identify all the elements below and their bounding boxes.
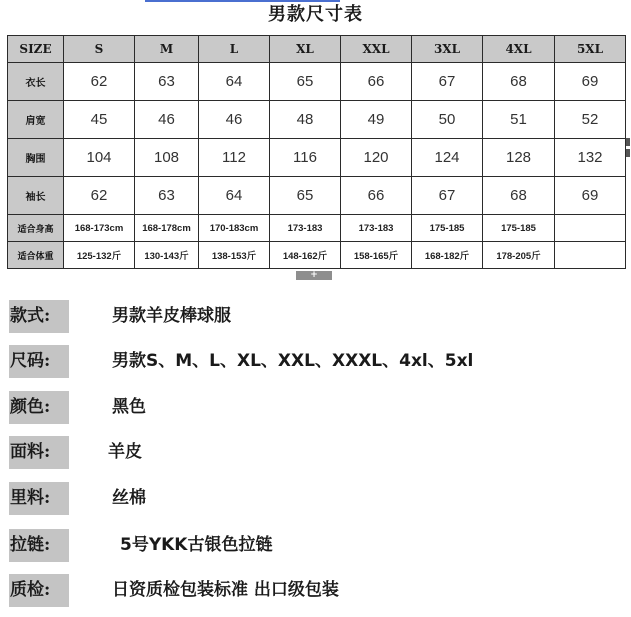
detail-label: 款式: bbox=[10, 306, 51, 326]
header-cell-4xl: 4XL bbox=[483, 36, 555, 63]
header-cell-5xl: 5XL bbox=[555, 36, 626, 63]
table-cell: 50 bbox=[412, 101, 483, 139]
detail-label-box bbox=[9, 436, 69, 469]
table-cell: 49 bbox=[341, 101, 412, 139]
table-cell: 148-162斤 bbox=[270, 242, 341, 269]
detail-row-style bbox=[0, 300, 631, 333]
table-cell: 138-153斤 bbox=[199, 242, 270, 269]
detail-row-color bbox=[0, 391, 631, 424]
detail-label-box bbox=[9, 391, 69, 424]
table-cell: 66 bbox=[341, 63, 412, 101]
scroll-grip-icon bbox=[626, 138, 630, 146]
table-cell: 168-178cm bbox=[135, 215, 199, 242]
header-cell-size: SIZE bbox=[8, 36, 64, 63]
table-cell: 158-165斤 bbox=[341, 242, 412, 269]
header-cell-s: S bbox=[64, 36, 135, 63]
row-label-chest: 胸围 bbox=[8, 139, 64, 177]
table-cell: 64 bbox=[199, 177, 270, 215]
detail-value: 羊皮 bbox=[108, 442, 142, 462]
row-label-height-fit: 适合身高 bbox=[8, 215, 64, 242]
scroll-handle[interactable] bbox=[626, 138, 631, 168]
table-cell: 178-205斤 bbox=[483, 242, 555, 269]
table-cell: 168-182斤 bbox=[412, 242, 483, 269]
table-cell: 69 bbox=[555, 177, 626, 215]
table-cell: 65 bbox=[270, 63, 341, 101]
header-cell-m: M bbox=[135, 36, 199, 63]
table-cell: 46 bbox=[199, 101, 270, 139]
detail-row-fabric bbox=[0, 436, 631, 469]
row-label-weight-fit: 适合体重 bbox=[8, 242, 64, 269]
table-cell: 173-183 bbox=[341, 215, 412, 242]
table-cell: 63 bbox=[135, 177, 199, 215]
table-cell: 68 bbox=[483, 177, 555, 215]
detail-label: 质检: bbox=[10, 580, 51, 600]
table-row bbox=[8, 63, 626, 101]
header-cell-3xl: 3XL bbox=[412, 36, 483, 63]
detail-value: 丝棉 bbox=[112, 488, 146, 508]
table-cell: 112 bbox=[199, 139, 270, 177]
row-label-length: 衣长 bbox=[8, 63, 64, 101]
table-cell: 173-183 bbox=[270, 215, 341, 242]
table-cell: 66 bbox=[341, 177, 412, 215]
table-cell: 170-183cm bbox=[199, 215, 270, 242]
detail-value: 日资质检包装标准 出口级包装 bbox=[112, 580, 339, 600]
table-cell: 48 bbox=[270, 101, 341, 139]
detail-value: 5号YKK古银色拉链 bbox=[120, 535, 273, 555]
table-cell: 62 bbox=[64, 177, 135, 215]
table-cell: 46 bbox=[135, 101, 199, 139]
table-cell: 120 bbox=[341, 139, 412, 177]
table-cell: 116 bbox=[270, 139, 341, 177]
page-title: 男款尺寸表 bbox=[268, 4, 363, 25]
header-cell-l: L bbox=[199, 36, 270, 63]
detail-value: 男款羊皮棒球服 bbox=[112, 306, 231, 326]
table-cell: 128 bbox=[483, 139, 555, 177]
table-cell: 69 bbox=[555, 63, 626, 101]
table-cell: 65 bbox=[270, 177, 341, 215]
detail-label: 颜色: bbox=[10, 397, 51, 417]
detail-row-zipper bbox=[0, 529, 631, 562]
table-cell: 62 bbox=[64, 63, 135, 101]
table-cell: 45 bbox=[64, 101, 135, 139]
detail-label-box bbox=[9, 574, 69, 607]
table-cell: 67 bbox=[412, 177, 483, 215]
scroll-grip-icon bbox=[626, 149, 630, 157]
header-cell-xxl: XXL bbox=[341, 36, 412, 63]
size-header-row bbox=[8, 36, 626, 63]
table-cell: 63 bbox=[135, 63, 199, 101]
add-row-button[interactable]: + bbox=[296, 271, 332, 280]
table-cell: 67 bbox=[412, 63, 483, 101]
detail-row-size bbox=[0, 345, 631, 378]
detail-value: 黑色 bbox=[112, 397, 146, 417]
row-label-sleeve: 袖长 bbox=[8, 177, 64, 215]
detail-label-box bbox=[9, 529, 69, 562]
table-row bbox=[8, 242, 626, 269]
detail-label: 里料: bbox=[10, 488, 51, 508]
table-cell: 64 bbox=[199, 63, 270, 101]
table-cell: 175-185 bbox=[483, 215, 555, 242]
table-cell: 132 bbox=[555, 139, 626, 177]
detail-value: 男款S、M、L、XL、XXL、XXXL、4xl、5xl bbox=[112, 351, 474, 371]
row-label-shoulder: 肩宽 bbox=[8, 101, 64, 139]
detail-label-box bbox=[9, 345, 69, 378]
table-row bbox=[8, 101, 626, 139]
size-chart-table bbox=[7, 35, 626, 269]
table-cell: 108 bbox=[135, 139, 199, 177]
table-row bbox=[8, 177, 626, 215]
detail-label-box bbox=[9, 482, 69, 515]
header-cell-xl: XL bbox=[270, 36, 341, 63]
table-cell: 68 bbox=[483, 63, 555, 101]
detail-row-quality bbox=[0, 574, 631, 607]
table-row bbox=[8, 215, 626, 242]
detail-label-box bbox=[9, 300, 69, 333]
detail-label: 面料: bbox=[10, 442, 51, 462]
table-cell bbox=[555, 242, 626, 269]
table-cell: 125-132斤 bbox=[64, 242, 135, 269]
table-cell: 51 bbox=[483, 101, 555, 139]
table-cell: 130-143斤 bbox=[135, 242, 199, 269]
table-cell: 52 bbox=[555, 101, 626, 139]
table-cell bbox=[555, 215, 626, 242]
table-row bbox=[8, 139, 626, 177]
table-cell: 104 bbox=[64, 139, 135, 177]
detail-label: 尺码: bbox=[10, 351, 51, 371]
table-cell: 168-173cm bbox=[64, 215, 135, 242]
detail-row-lining bbox=[0, 482, 631, 515]
detail-label: 拉链: bbox=[10, 535, 51, 555]
table-cell: 175-185 bbox=[412, 215, 483, 242]
table-cell: 124 bbox=[412, 139, 483, 177]
